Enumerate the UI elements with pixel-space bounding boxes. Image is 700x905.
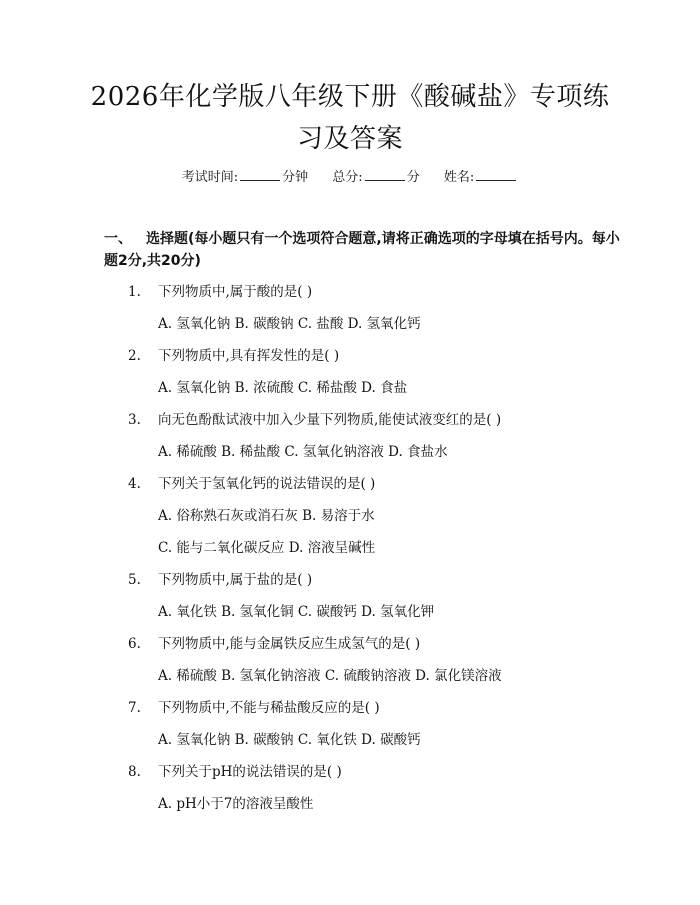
question-item bbox=[128, 404, 628, 436]
question-text: 下列物质中,不能与稀盐酸反应的是( ) bbox=[158, 700, 380, 716]
name-label: 姓名: bbox=[443, 170, 475, 185]
question-number: 6. bbox=[128, 636, 141, 652]
question-options: A. 稀硫酸 B. 氢氧化钠溶液 C. 硫酸钠溶液 D. 氯化镁溶液 bbox=[158, 668, 502, 684]
question-text: 下列物质中,具有挥发性的是( ) bbox=[158, 348, 340, 364]
question-text: 下列物质中,属于盐的是( ) bbox=[158, 572, 313, 588]
score-field bbox=[332, 170, 424, 185]
question-number: 7. bbox=[128, 700, 141, 716]
time-label: 考试时间: bbox=[181, 170, 239, 185]
question-item bbox=[128, 340, 628, 372]
question-options: A. 氢氧化钠 B. 碳酸钠 C. 氧化铁 D. 碳酸钙 bbox=[158, 732, 421, 748]
question-options: A. 稀硫酸 B. 稀盐酸 C. 氢氧化钠溶液 D. 食盐水 bbox=[158, 444, 448, 460]
section-text: 选择题(每小题只有一个选项符合题意,请将正确选项的字母填在括号内。每小题2分,共20分) bbox=[104, 231, 620, 269]
question-list bbox=[128, 276, 628, 820]
question-options: A. 氢氧化钠 B. 碳酸钠 C. 盐酸 D. 氢氧化钙 bbox=[158, 316, 421, 332]
question-item bbox=[128, 756, 628, 788]
question-text: 下列关于氢氧化钙的说法错误的是( ) bbox=[158, 476, 376, 492]
document-title bbox=[70, 76, 630, 160]
question-options: A. 氢氧化钠 B. 浓硫酸 C. 稀盐酸 D. 食盐 bbox=[158, 380, 408, 396]
score-label: 总分: bbox=[332, 170, 363, 185]
question-item bbox=[128, 692, 628, 724]
question-number: 5. bbox=[128, 572, 141, 588]
question-item bbox=[128, 564, 628, 596]
exam-info bbox=[0, 168, 700, 188]
question-number: 1. bbox=[128, 284, 141, 300]
name-field bbox=[444, 170, 518, 185]
question-text: 下列关于pH的说法错误的是( ) bbox=[158, 764, 342, 780]
question-options: A. pH小于7的溶液呈酸性 bbox=[158, 796, 314, 812]
question-number: 8. bbox=[128, 764, 141, 780]
question-number: 2. bbox=[128, 348, 141, 364]
name-blank bbox=[476, 168, 516, 181]
question-item bbox=[128, 628, 628, 660]
score-unit: 分 bbox=[406, 170, 420, 185]
question-options: A. 俗称熟石灰或消石灰 B. 易溶于水 bbox=[158, 508, 375, 524]
question-options: A. 氧化铁 B. 氢氧化铜 C. 碳酸钙 D. 氢氧化钾 bbox=[158, 604, 435, 620]
title-line-1: 2026年化学版八年级下册《酸碱盐》专项练 bbox=[90, 82, 610, 112]
time-field bbox=[182, 170, 313, 185]
question-options: C. 能与二氧化碳反应 D. 溶液呈碱性 bbox=[158, 540, 376, 556]
question-item bbox=[128, 468, 628, 500]
score-blank bbox=[365, 168, 405, 181]
time-unit: 分钟 bbox=[282, 170, 309, 185]
question-number: 4. bbox=[128, 476, 141, 492]
title-line-2: 习及答案 bbox=[296, 124, 403, 154]
question-text: 向无色酚酞试液中加入少量下列物质,能使试液变红的是( ) bbox=[158, 412, 502, 428]
question-item bbox=[128, 276, 628, 308]
question-number: 3. bbox=[128, 412, 141, 428]
question-text: 下列物质中,属于酸的是( ) bbox=[158, 284, 313, 300]
section-number: 一、 bbox=[104, 231, 132, 247]
question-text: 下列物质中,能与金属铁反应生成氢气的是( ) bbox=[158, 636, 421, 652]
section-heading bbox=[104, 228, 624, 272]
time-blank bbox=[240, 168, 280, 181]
